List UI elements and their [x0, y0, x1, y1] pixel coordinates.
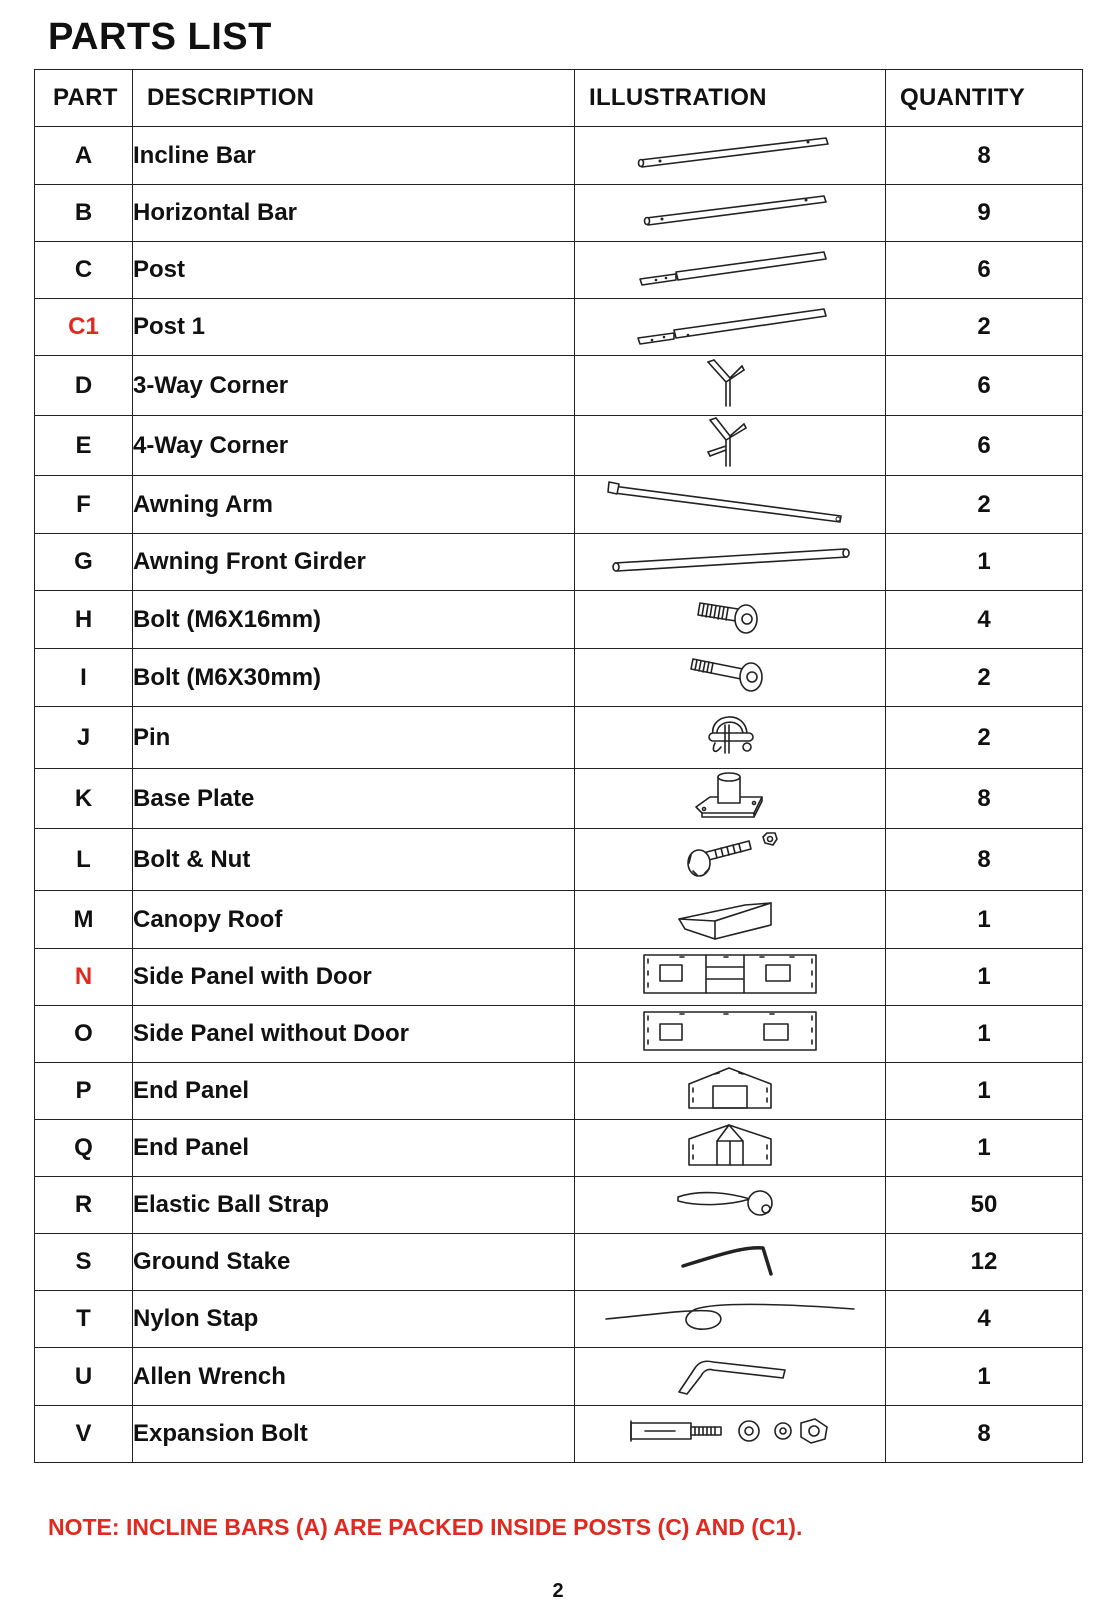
- part-letter: M: [35, 891, 133, 949]
- part-quantity: 4: [886, 591, 1083, 649]
- part-quantity: 6: [886, 356, 1083, 416]
- incline-bar-icon: [630, 130, 830, 174]
- part-description: Canopy Roof: [133, 891, 575, 949]
- table-row: [35, 949, 1083, 1006]
- part-quantity: 1: [886, 534, 1083, 591]
- parts-table-body: [35, 127, 1083, 1463]
- part-quantity: 1: [886, 1120, 1083, 1177]
- part-quantity: 8: [886, 829, 1083, 891]
- part-letter: C1: [35, 299, 133, 356]
- allen-wrench-icon: [665, 1348, 795, 1398]
- part-illustration: [575, 356, 886, 416]
- part-illustration: [575, 769, 886, 829]
- part-letter: T: [35, 1291, 133, 1348]
- table-row: [35, 416, 1083, 476]
- column-header-illustration: ILLUSTRATION: [575, 70, 886, 127]
- table-row: [35, 534, 1083, 591]
- part-description: Side Panel with Door: [133, 949, 575, 1006]
- part-illustration: [575, 707, 886, 769]
- part-quantity: 2: [886, 649, 1083, 707]
- part-illustration: [575, 591, 886, 649]
- part-letter: D: [35, 356, 133, 416]
- part-quantity: 2: [886, 707, 1083, 769]
- part-quantity: 2: [886, 476, 1083, 534]
- part-letter: G: [35, 534, 133, 591]
- column-header-quantity: QUANTITY: [886, 70, 1083, 127]
- table-row: [35, 1006, 1083, 1063]
- part-quantity: 1: [886, 891, 1083, 949]
- table-row: [35, 127, 1083, 185]
- part-quantity: 6: [886, 416, 1083, 476]
- table-row: [35, 1406, 1083, 1463]
- part-illustration: [575, 891, 886, 949]
- part-description: Post 1: [133, 299, 575, 356]
- part-letter: N: [35, 949, 133, 1006]
- table-row: [35, 1120, 1083, 1177]
- part-illustration: [575, 299, 886, 356]
- canopy-roof-icon: [675, 891, 785, 941]
- part-quantity: 8: [886, 127, 1083, 185]
- part-description: Horizontal Bar: [133, 185, 575, 242]
- table-row: [35, 1348, 1083, 1406]
- part-description: Post: [133, 242, 575, 299]
- part-letter: I: [35, 649, 133, 707]
- part-letter: B: [35, 185, 133, 242]
- part-description: Awning Arm: [133, 476, 575, 534]
- parts-table: [34, 69, 1083, 1463]
- part-illustration: [575, 1006, 886, 1063]
- part-letter: J: [35, 707, 133, 769]
- part-illustration: [575, 476, 886, 534]
- part-letter: K: [35, 769, 133, 829]
- part-description: End Panel: [133, 1063, 575, 1120]
- part-illustration: [575, 1234, 886, 1291]
- part-letter: A: [35, 127, 133, 185]
- page-title: PARTS LIST: [48, 16, 272, 58]
- part-description: Expansion Bolt: [133, 1406, 575, 1463]
- part-description: 3-Way Corner: [133, 356, 575, 416]
- post-icon: [630, 245, 830, 289]
- table-row: [35, 829, 1083, 891]
- part-letter: F: [35, 476, 133, 534]
- column-header-part: PART: [35, 70, 133, 127]
- long-bolt-icon: [685, 649, 775, 699]
- four-way-corner-icon: [700, 416, 760, 468]
- part-illustration: [575, 1291, 886, 1348]
- expansion-bolt-icon: [625, 1411, 835, 1451]
- awning-arm-icon: [605, 476, 855, 526]
- part-description: Bolt (M6X30mm): [133, 649, 575, 707]
- part-letter: V: [35, 1406, 133, 1463]
- table-row: [35, 1063, 1083, 1120]
- page-number: 2: [552, 1580, 564, 1602]
- nylon-strap-icon: [600, 1293, 860, 1339]
- base-plate-icon: [690, 769, 770, 821]
- table-row: [35, 1177, 1083, 1234]
- part-description: Allen Wrench: [133, 1348, 575, 1406]
- part-illustration: [575, 534, 886, 591]
- part-illustration: [575, 1063, 886, 1120]
- part-letter: Q: [35, 1120, 133, 1177]
- part-description: Bolt & Nut: [133, 829, 575, 891]
- part-letter: H: [35, 591, 133, 649]
- part-description: Incline Bar: [133, 127, 575, 185]
- part-letter: P: [35, 1063, 133, 1120]
- side-panel-door-icon: [640, 951, 820, 997]
- part-description: Bolt (M6X16mm): [133, 591, 575, 649]
- part-letter: U: [35, 1348, 133, 1406]
- table-row: [35, 299, 1083, 356]
- part-description: Side Panel without Door: [133, 1006, 575, 1063]
- part-quantity: 50: [886, 1177, 1083, 1234]
- part-letter: S: [35, 1234, 133, 1291]
- end-panel-icon: [685, 1064, 775, 1112]
- part-illustration: [575, 1348, 886, 1406]
- part-illustration: [575, 185, 886, 242]
- ground-stake-icon: [675, 1236, 785, 1282]
- part-quantity: 12: [886, 1234, 1083, 1291]
- part-description: Ground Stake: [133, 1234, 575, 1291]
- column-header-description: DESCRIPTION: [133, 70, 575, 127]
- part-quantity: 1: [886, 1006, 1083, 1063]
- part-letter: E: [35, 416, 133, 476]
- part-quantity: 1: [886, 1063, 1083, 1120]
- part-quantity: 8: [886, 1406, 1083, 1463]
- part-quantity: 6: [886, 242, 1083, 299]
- part-quantity: 4: [886, 1291, 1083, 1348]
- packing-note: NOTE: INCLINE BARS (A) ARE PACKED INSIDE POSTS (C) AND (C1).: [48, 1514, 803, 1540]
- table-row: [35, 769, 1083, 829]
- part-illustration: [575, 1177, 886, 1234]
- part-quantity: 8: [886, 769, 1083, 829]
- ball-strap-icon: [670, 1179, 790, 1225]
- table-row: [35, 707, 1083, 769]
- part-quantity: 9: [886, 185, 1083, 242]
- table-row: [35, 591, 1083, 649]
- table-row: [35, 891, 1083, 949]
- part-description: Pin: [133, 707, 575, 769]
- part-description: Nylon Stap: [133, 1291, 575, 1348]
- end-panel-door-icon: [685, 1121, 775, 1169]
- part-quantity: 1: [886, 949, 1083, 1006]
- part-description: End Panel: [133, 1120, 575, 1177]
- part-letter: C: [35, 242, 133, 299]
- part-illustration: [575, 649, 886, 707]
- part-illustration: [575, 1120, 886, 1177]
- table-header-row: [35, 70, 1083, 127]
- table-row: [35, 185, 1083, 242]
- part-illustration: [575, 127, 886, 185]
- short-bolt-icon: [690, 591, 770, 641]
- horizontal-bar-icon: [630, 188, 830, 232]
- bolt-nut-icon: [675, 829, 785, 883]
- part-letter: L: [35, 829, 133, 891]
- part-description: Awning Front Girder: [133, 534, 575, 591]
- side-panel-icon: [640, 1008, 820, 1054]
- part-quantity: 2: [886, 299, 1083, 356]
- post-1-icon: [630, 302, 830, 346]
- part-illustration: [575, 416, 886, 476]
- part-description: Base Plate: [133, 769, 575, 829]
- part-illustration: [575, 1406, 886, 1463]
- part-description: 4-Way Corner: [133, 416, 575, 476]
- pin-icon: [695, 707, 765, 761]
- part-description: Elastic Ball Strap: [133, 1177, 575, 1234]
- awning-girder-icon: [605, 537, 855, 581]
- part-letter: R: [35, 1177, 133, 1234]
- part-illustration: [575, 829, 886, 891]
- table-row: [35, 476, 1083, 534]
- table-row: [35, 649, 1083, 707]
- part-quantity: 1: [886, 1348, 1083, 1406]
- table-row: [35, 242, 1083, 299]
- table-row: [35, 1291, 1083, 1348]
- table-row: [35, 356, 1083, 416]
- table-row: [35, 1234, 1083, 1291]
- part-illustration: [575, 949, 886, 1006]
- three-way-corner-icon: [700, 356, 760, 408]
- part-letter: O: [35, 1006, 133, 1063]
- part-illustration: [575, 242, 886, 299]
